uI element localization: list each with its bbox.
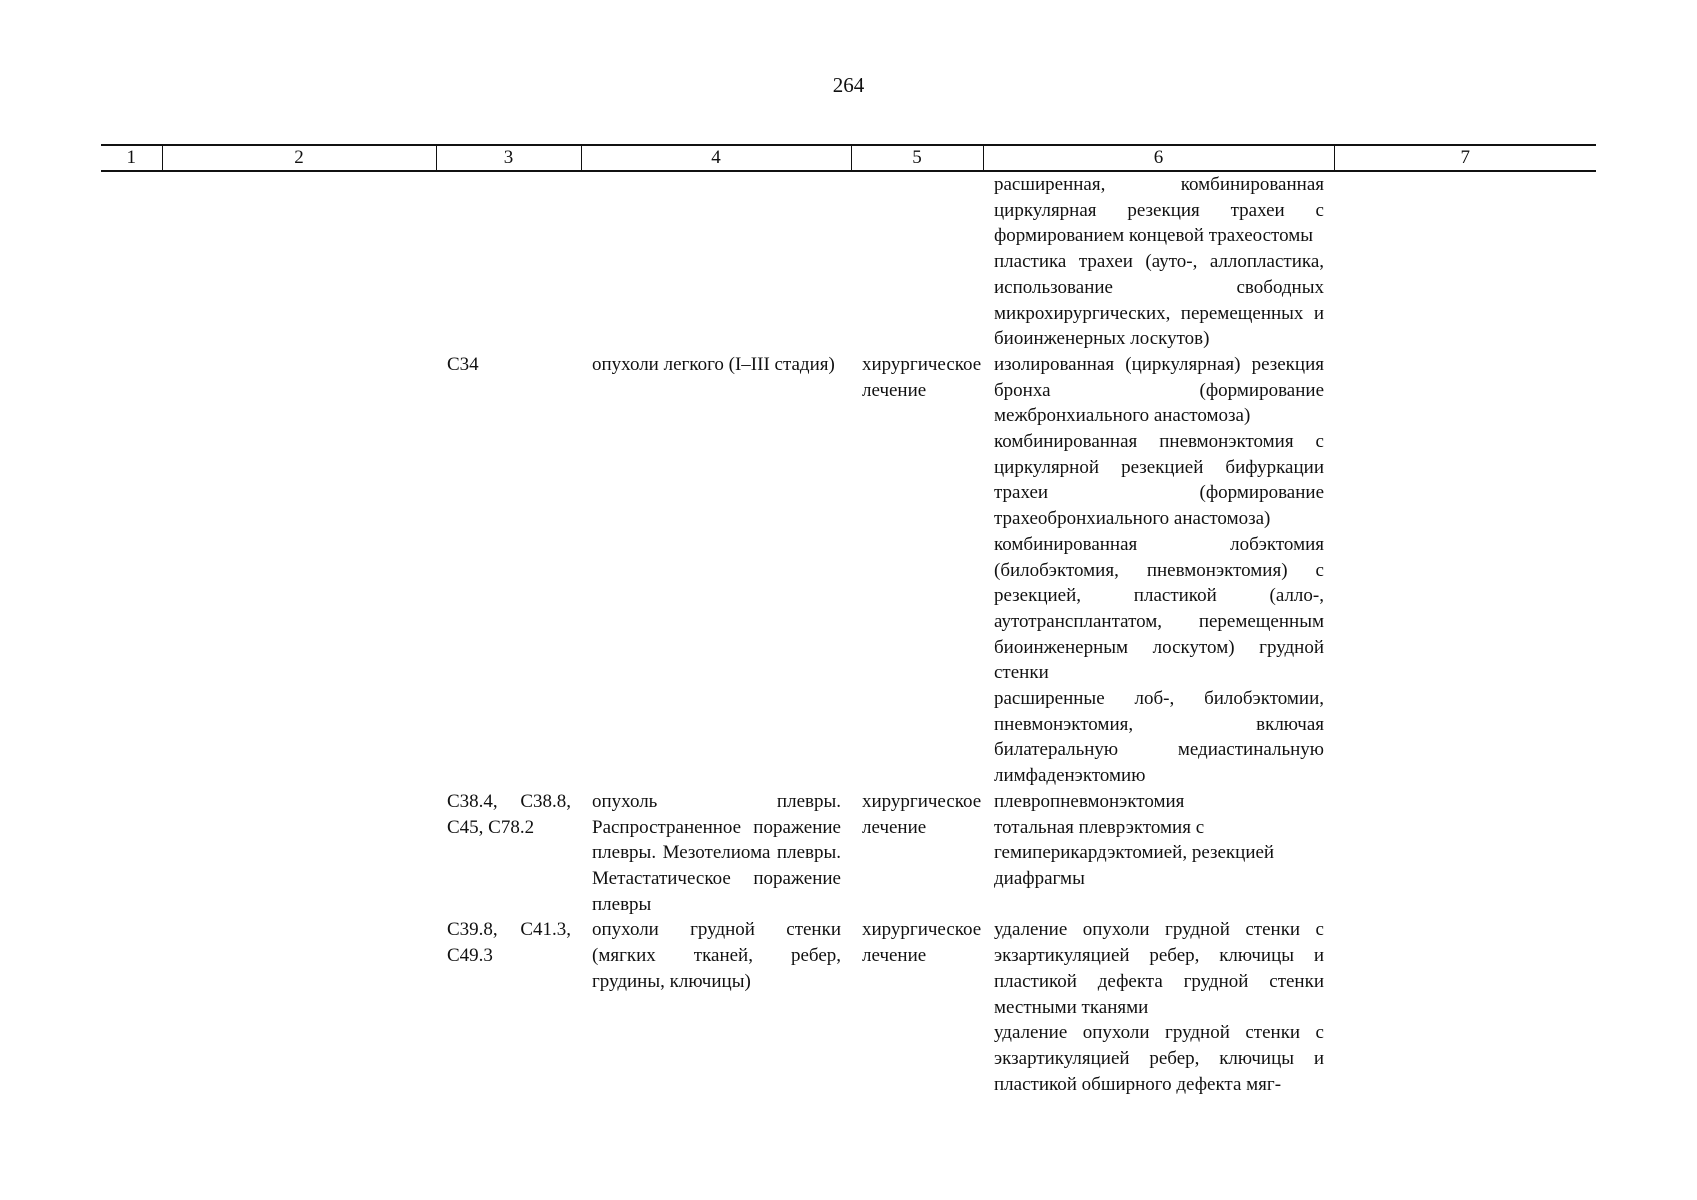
column-header-5: 5 xyxy=(851,145,983,171)
table-row xyxy=(101,171,1596,352)
methods-cell xyxy=(983,917,1334,1097)
method-item: комбинированная лобэктомия (билобэктомия, пневмонэктомия) с резекцией, пластикой (алло-, аутотрансплантатом, перемещенным биоинженерным лоскутом) грудной стенки xyxy=(994,533,1324,684)
treatment-cell: хирургическое лечение xyxy=(862,353,982,401)
treatment-cell: хирургическое лечение xyxy=(862,919,982,967)
icd-codes-cell xyxy=(436,171,581,352)
method-item: изолированная (циркулярная) резекция бронха (формирование межбронхиального анастомоза) xyxy=(994,353,1324,427)
icd-codes-cell: C39.8, C41.3, C49.3 xyxy=(447,919,571,967)
treatment-cell: хирургическое лечение xyxy=(862,790,982,838)
method-item: тотальная плеврэктомия с гемиперикардэктомией, резекцией диафрагмы xyxy=(994,816,1275,889)
methods-cell xyxy=(983,352,1334,789)
column-header-1: 1 xyxy=(101,145,162,171)
method-item: расширенная, комбинированная циркулярная резекция трахеи с формированием концевой трахеостомы xyxy=(994,174,1324,247)
treatment-cell xyxy=(851,171,983,352)
table-row xyxy=(101,352,1596,789)
diagnosis-cell: опухоли легкого (I–III стадия) xyxy=(592,353,835,375)
icd-codes-cell: C34 xyxy=(447,353,479,375)
column-header-3: 3 xyxy=(436,145,581,171)
diagnosis-cell: опухоли грудной стенки (мягких тканей, ребер, грудины, ключицы) xyxy=(592,919,841,992)
diagnosis-cell: опухоль плевры. Распространенное поражение плевры. Мезотелиома плевры. Метастатическое поражение плевры xyxy=(592,790,841,915)
column-header-4: 4 xyxy=(581,145,851,171)
column-header-2: 2 xyxy=(162,145,436,171)
table-row xyxy=(101,917,1596,1097)
procedures-table xyxy=(101,144,1596,1097)
method-item: удаление опухоли грудной стенки с экзартикуляцией ребер, ключицы и пластикой дефекта грудной стенки местными тканями xyxy=(994,919,1324,1018)
method-item: пластика трахеи (ауто-, аллопластика, использование свободных микрохирургических, перемещенных и биоинженерных лоскутов) xyxy=(994,251,1324,350)
method-item: комбинированная пневмонэктомия с циркулярной резекцией бифуркации трахеи (формирование трахеобронхиального анастомоза) xyxy=(994,431,1324,530)
diagnosis-cell xyxy=(581,171,851,352)
table-row xyxy=(101,789,1596,918)
method-item: расширенные лоб-, билобэктомии, пневмонэктомия, включая билатеральную медиастинальную лимфаденэктомию xyxy=(994,688,1324,787)
method-item: удаление опухоли грудной стенки с экзартикуляцией ребер, ключицы и пластикой обширного дефекта мяг- xyxy=(994,1022,1324,1095)
method-item: плевропневмонэктомия xyxy=(994,790,1185,812)
column-header-6: 6 xyxy=(983,145,1334,171)
methods-cell xyxy=(983,789,1334,918)
column-header-7: 7 xyxy=(1334,145,1596,171)
icd-codes-cell: C38.4, C38.8, C45, C78.2 xyxy=(447,790,571,838)
table-header xyxy=(101,145,1596,171)
page-number: 264 xyxy=(832,73,865,97)
methods-cell xyxy=(983,171,1334,352)
